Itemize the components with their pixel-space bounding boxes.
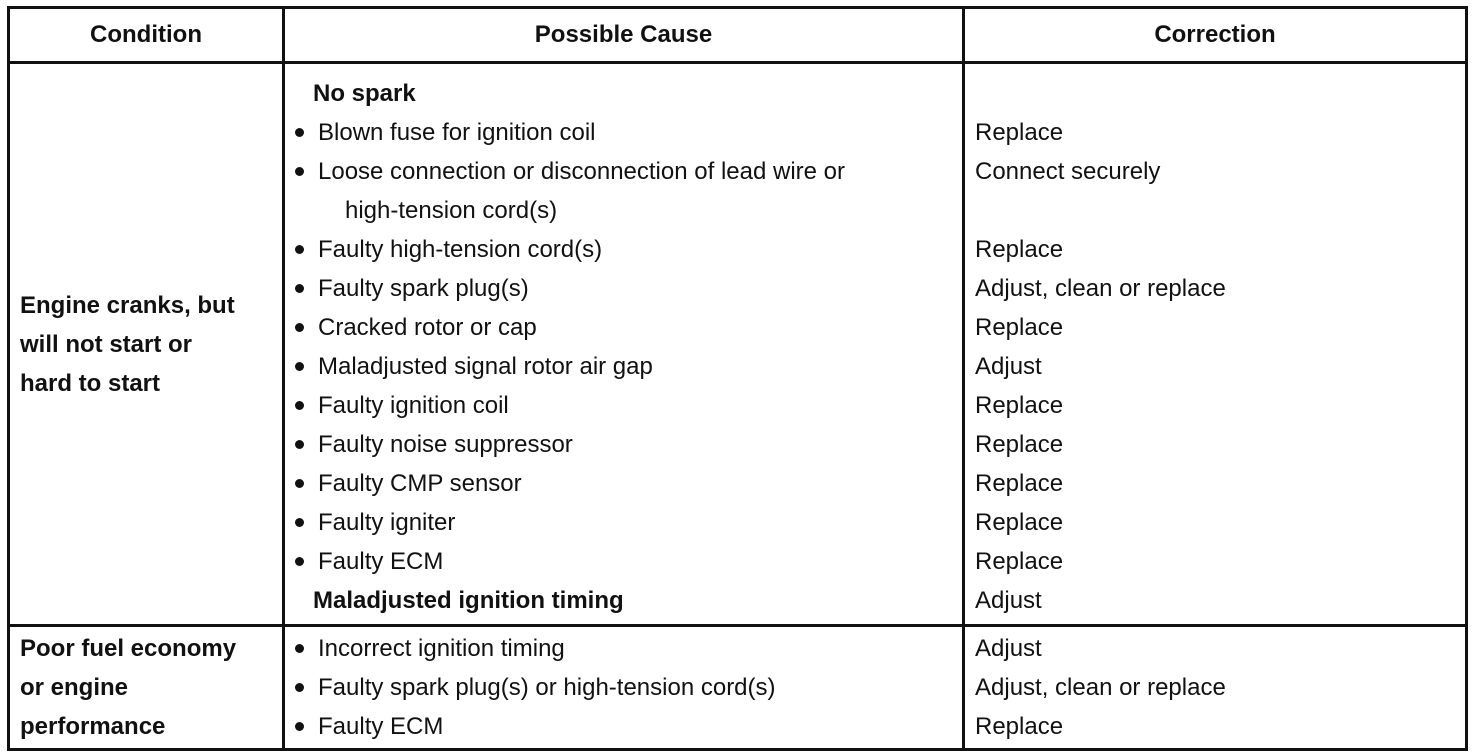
cause-item: Faulty spark plug(s) or high-tension cord(s) bbox=[285, 668, 962, 707]
correction-cell bbox=[964, 63, 1467, 626]
cause-cell bbox=[284, 63, 964, 626]
cause-item: Maladjusted signal rotor air gap bbox=[285, 347, 962, 386]
cause-item: Faulty igniter bbox=[285, 503, 962, 542]
correction-item: Replace bbox=[975, 509, 1064, 536]
condition-cell bbox=[9, 63, 284, 626]
cause-item: Blown fuse for ignition coil bbox=[285, 113, 962, 152]
header-row bbox=[9, 8, 1467, 63]
cause-item: Incorrect ignition timing bbox=[285, 629, 962, 668]
header-condition: Condition bbox=[9, 8, 284, 63]
condition-text: Engine cranks, but bbox=[20, 291, 235, 319]
condition-text: Poor fuel economy bbox=[20, 635, 237, 662]
table-row bbox=[9, 63, 1467, 626]
cause-item: Faulty ECM bbox=[285, 707, 962, 746]
cause-cell bbox=[284, 626, 964, 750]
cause-heading: Maladjusted ignition timing bbox=[313, 587, 624, 614]
correction-item: Replace bbox=[975, 314, 1064, 341]
cause-item: Faulty spark plug(s) bbox=[285, 269, 962, 308]
cause-item: Faulty noise suppressor bbox=[285, 425, 962, 464]
correction-item: Adjust, clean or replace bbox=[975, 674, 1226, 701]
correction-cell bbox=[964, 626, 1467, 750]
correction-item: Connect securely bbox=[975, 158, 1161, 185]
cause-item: Faulty ECM bbox=[285, 542, 962, 581]
header-possible-cause: Possible Cause bbox=[284, 8, 964, 63]
correction-item: Replace bbox=[975, 119, 1064, 146]
condition-text: or engine bbox=[20, 674, 129, 701]
troubleshooting-table bbox=[7, 6, 1468, 751]
correction-item: Adjust, clean or replace bbox=[975, 275, 1226, 302]
condition-text: will not start or bbox=[20, 330, 193, 358]
correction-item: Replace bbox=[975, 548, 1064, 575]
cause-item: Cracked rotor or cap bbox=[285, 308, 962, 347]
condition-text: performance bbox=[20, 713, 166, 740]
correction-item: Replace bbox=[975, 431, 1064, 458]
correction-item: Adjust bbox=[975, 353, 1042, 380]
cause-item: Loose connection or disconnection of lead wire or bbox=[285, 152, 962, 191]
condition-cell bbox=[9, 626, 284, 750]
header-correction: Correction bbox=[964, 8, 1467, 63]
cause-item: Faulty high-tension cord(s) bbox=[285, 230, 962, 269]
cause-item-continuation: high-tension cord(s) bbox=[345, 197, 558, 224]
correction-item bbox=[965, 191, 1465, 230]
correction-item bbox=[965, 74, 1465, 113]
correction-item: Replace bbox=[975, 470, 1064, 497]
cause-heading: No spark bbox=[313, 80, 416, 107]
correction-item: Adjust bbox=[975, 587, 1042, 614]
cause-item: Faulty CMP sensor bbox=[285, 464, 962, 503]
correction-item: Adjust bbox=[975, 635, 1042, 662]
correction-item: Replace bbox=[975, 236, 1064, 263]
correction-item: Replace bbox=[975, 713, 1064, 740]
correction-item: Replace bbox=[975, 392, 1064, 419]
table-row bbox=[9, 626, 1467, 750]
condition-text: hard to start bbox=[20, 369, 161, 397]
cause-item: Faulty ignition coil bbox=[285, 386, 962, 425]
